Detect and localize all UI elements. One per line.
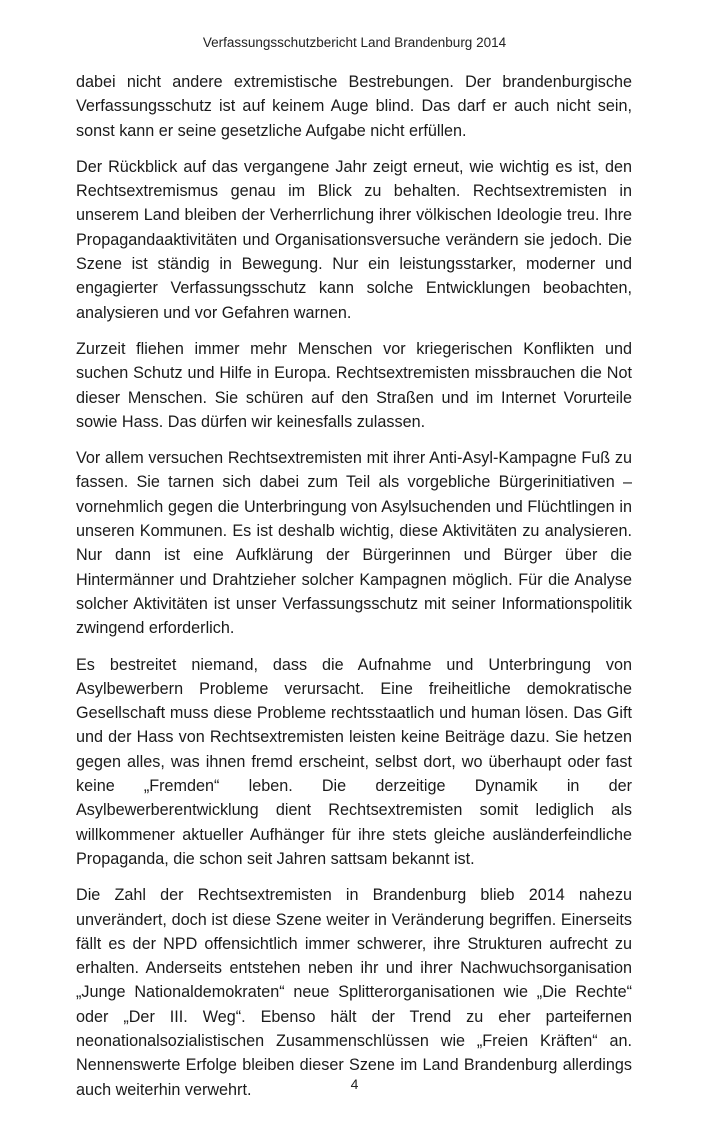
paragraph-4: Vor allem versuchen Rechtsextremisten mit ihrer Anti-Asyl-Kampagne Fuß zu fassen. Sie tarnen sich dabei zum Teil als vorgebliche Bürgerinitiativen – vornehmlich gegen die Unterbringung von Asylsuchenden und Flüchtlingen in unseren Kommunen. Es ist deshalb wichtig, diese Aktivitäten zu analysieren. Nur dann ist eine Aufklärung der Bürgerinnen und Bürger über die Hintermänner und Drahtzieher solcher Kampagnen möglich. Für die Analyse solcher Aktivitäten ist unser Verfassungsschutz mit seiner Informationspolitik zwingend erforderlich. — [76, 449, 632, 638]
paragraph-2: Der Rückblick auf das vergangene Jahr zeigt erneut, wie wichtig es ist, den Rechtsextremismus genau im Blick zu behalten. Rechtsextremisten in unserem Land bleiben der Verherrlichung ihrer völkischen Ideologie treu. Ihre Propagandaaktivitäten und Organisationsversuche verändern sie jedoch. Die Szene ist ständig in Bewegung. Nur ein leistungsstarker, moderner und engagierter Verfassungsschutz kann solche Entwicklungen beobachten, analysieren und vor Gefahren warnen. — [76, 157, 632, 322]
page-number: 4 — [350, 1076, 359, 1092]
paragraph-3: Zurzeit fliehen immer mehr Menschen vor kriegerischen Konflikten und suchen Schutz und Hilfe in Europa. Rechtsextremisten missbrauchen die Not dieser Menschen. Sie schüren auf den Straßen und im Internet Vorurteile sowie Hass. Das dürfen wir keinesfalls zulassen. — [76, 339, 632, 431]
body-text — [76, 70, 632, 1114]
paragraph-1: dabei nicht andere extremistische Bestrebungen. Der brandenburgische Verfassungsschutz ist auf keinem Auge blind. Das darf er auch nicht sein, sonst kann er seine gesetzliche Aufgabe nicht erfüllen. — [76, 73, 632, 140]
running-header: Verfassungsschutzbericht Land Brandenburg 2014 — [202, 35, 507, 50]
paragraph-6: Die Zahl der Rechtsextremisten in Brandenburg blieb 2014 nahezu unverändert, doch ist diese Szene weiter in Veränderung begriffen. Einerseits fällt es der NPD offensichtlich immer schwerer, ihre Strukturen aufrecht zu erhalten. Anderseits entstehen neben ihr und ihrer Nachwuchsorganisation „Junge Nationaldemokraten“ neue Splitterorganisationen wie „Die Rechte“ oder „Der III. Weg“. Ebenso hält der Trend zu eher parteifernen neonationalsozialistischen Zusammenschlüssen wie „Freien Kräften“ an. Nennenswerte Erfolge bleiben dieser Szene im Land Brandenburg allerdings auch weiterhin verwehrt. — [76, 886, 632, 1099]
paragraph-5: Es bestreitet niemand, dass die Aufnahme und Unterbringung von Asylbewerbern Probleme verursacht. Eine freiheitliche demokratische Gesellschaft muss diese Probleme rechtsstaatlich und human lösen. Das Gift und der Hass von Rechtsextremisten leisten keine Beiträge dazu. Sie hetzen gegen alles, was ihnen fremd erscheint, selbst dort, wo überhaupt oder fast keine „Fremden“ leben. Die derzeitige Dynamik in der Asylbewerberentwicklung dient Rechtsextremisten somit lediglich als willkommener aktueller Aufhänger für ihre stets gleiche ausländerfeindliche Propaganda, die schon seit Jahren sattsam bekannt ist. — [76, 655, 632, 868]
